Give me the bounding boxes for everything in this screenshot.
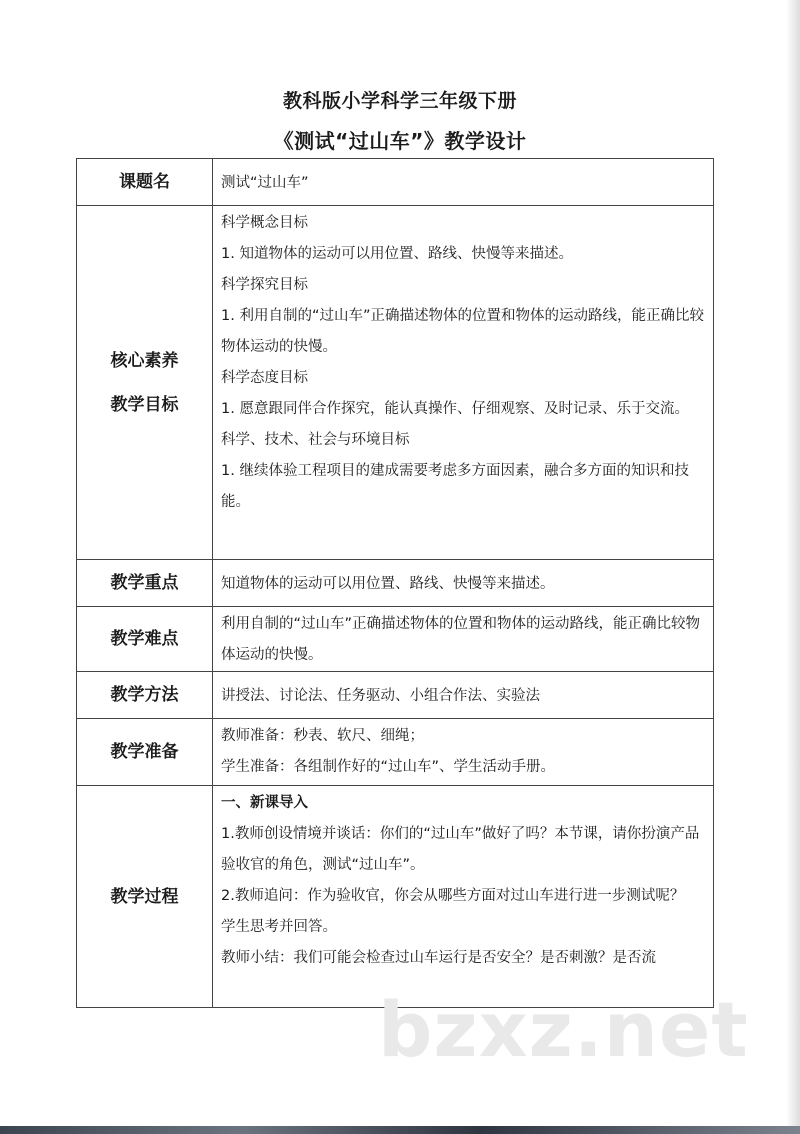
preparation-content bbox=[213, 719, 714, 786]
row-key-point bbox=[77, 560, 714, 607]
process-step-2: 2.教师追问：作为验收官，你会从哪些方面对过山车进行进一步测试呢？ bbox=[221, 888, 685, 904]
document-subtitle: 《测试“过山车”》教学设计 bbox=[273, 129, 527, 153]
topic-label: 课题名 bbox=[77, 159, 213, 206]
row-objectives bbox=[77, 206, 714, 560]
process-step-1: 1.教师创设情境并谈话：你们的“过山车”做好了吗？本节课，请你扮演产品验收官的角色，测试“过山车”。 bbox=[221, 826, 700, 873]
preparation-label: 教学准备 bbox=[77, 719, 213, 786]
objectives-label: 核心素养 教学目标 bbox=[77, 206, 213, 560]
process-student-response: 学生思考并回答。 bbox=[221, 919, 337, 935]
objectives-content bbox=[213, 206, 714, 560]
objective-heading-inquiry: 科学探究目标 bbox=[221, 277, 308, 293]
objective-item-concept: 1. 知道物体的运动可以用位置、路线、快慢等来描述。 bbox=[221, 246, 573, 262]
difficulty-value: 利用自制的“过山车”正确描述物体的位置和物体的运动路线，能正确比较物体运动的快慢。 bbox=[213, 607, 714, 672]
row-process bbox=[77, 786, 714, 1008]
key-point-label: 教学重点 bbox=[77, 560, 213, 607]
key-point-value: 知道物体的运动可以用位置、路线、快慢等来描述。 bbox=[213, 560, 714, 607]
objective-heading-stse: 科学、技术、社会与环境目标 bbox=[221, 432, 410, 448]
process-label: 教学过程 bbox=[77, 786, 213, 1008]
process-teacher-summary: 教师小结：我们可能会检查过山车运行是否安全？是否刺激？是否流 bbox=[221, 950, 656, 966]
difficulty-label: 教学难点 bbox=[77, 607, 213, 672]
process-content bbox=[213, 786, 714, 1008]
objective-item-attitude: 1. 愿意跟同伴合作探究，能认真操作、仔细观察、及时记录、乐于交流。 bbox=[221, 401, 689, 417]
document-title: 教科版小学科学三年级下册 bbox=[282, 90, 517, 112]
objective-heading-attitude: 科学态度目标 bbox=[221, 370, 308, 386]
watermark-text: bzxz.net bbox=[378, 985, 749, 1074]
lesson-plan-table bbox=[76, 158, 714, 1008]
preparation-student: 学生准备：各组制作好的“过山车”、学生活动手册。 bbox=[221, 759, 556, 775]
methods-value: 讲授法、讨论法、任务驱动、小组合作法、实验法 bbox=[213, 672, 714, 719]
topic-value: 测试“过山车” bbox=[213, 159, 714, 206]
row-topic bbox=[77, 159, 714, 206]
objective-heading-concept: 科学概念目标 bbox=[221, 215, 308, 231]
row-preparation bbox=[77, 719, 714, 786]
bottom-photo-strip bbox=[0, 1126, 800, 1134]
preparation-teacher: 教师准备：秒表、软尺、细绳； bbox=[221, 728, 424, 744]
row-difficulty bbox=[77, 607, 714, 672]
page-edge-shadow bbox=[786, 0, 800, 1134]
objective-item-inquiry: 1. 利用自制的“过山车”正确描述物体的位置和物体的运动路线，能正确比较物体运动的快慢。 bbox=[221, 308, 704, 355]
objective-item-stse: 1. 继续体验工程项目的建成需要考虑多方面因素，融合多方面的知识和技能。 bbox=[221, 463, 689, 510]
process-section-heading: 一、新课导入 bbox=[221, 795, 308, 811]
methods-label: 教学方法 bbox=[77, 672, 213, 719]
row-methods bbox=[77, 672, 714, 719]
